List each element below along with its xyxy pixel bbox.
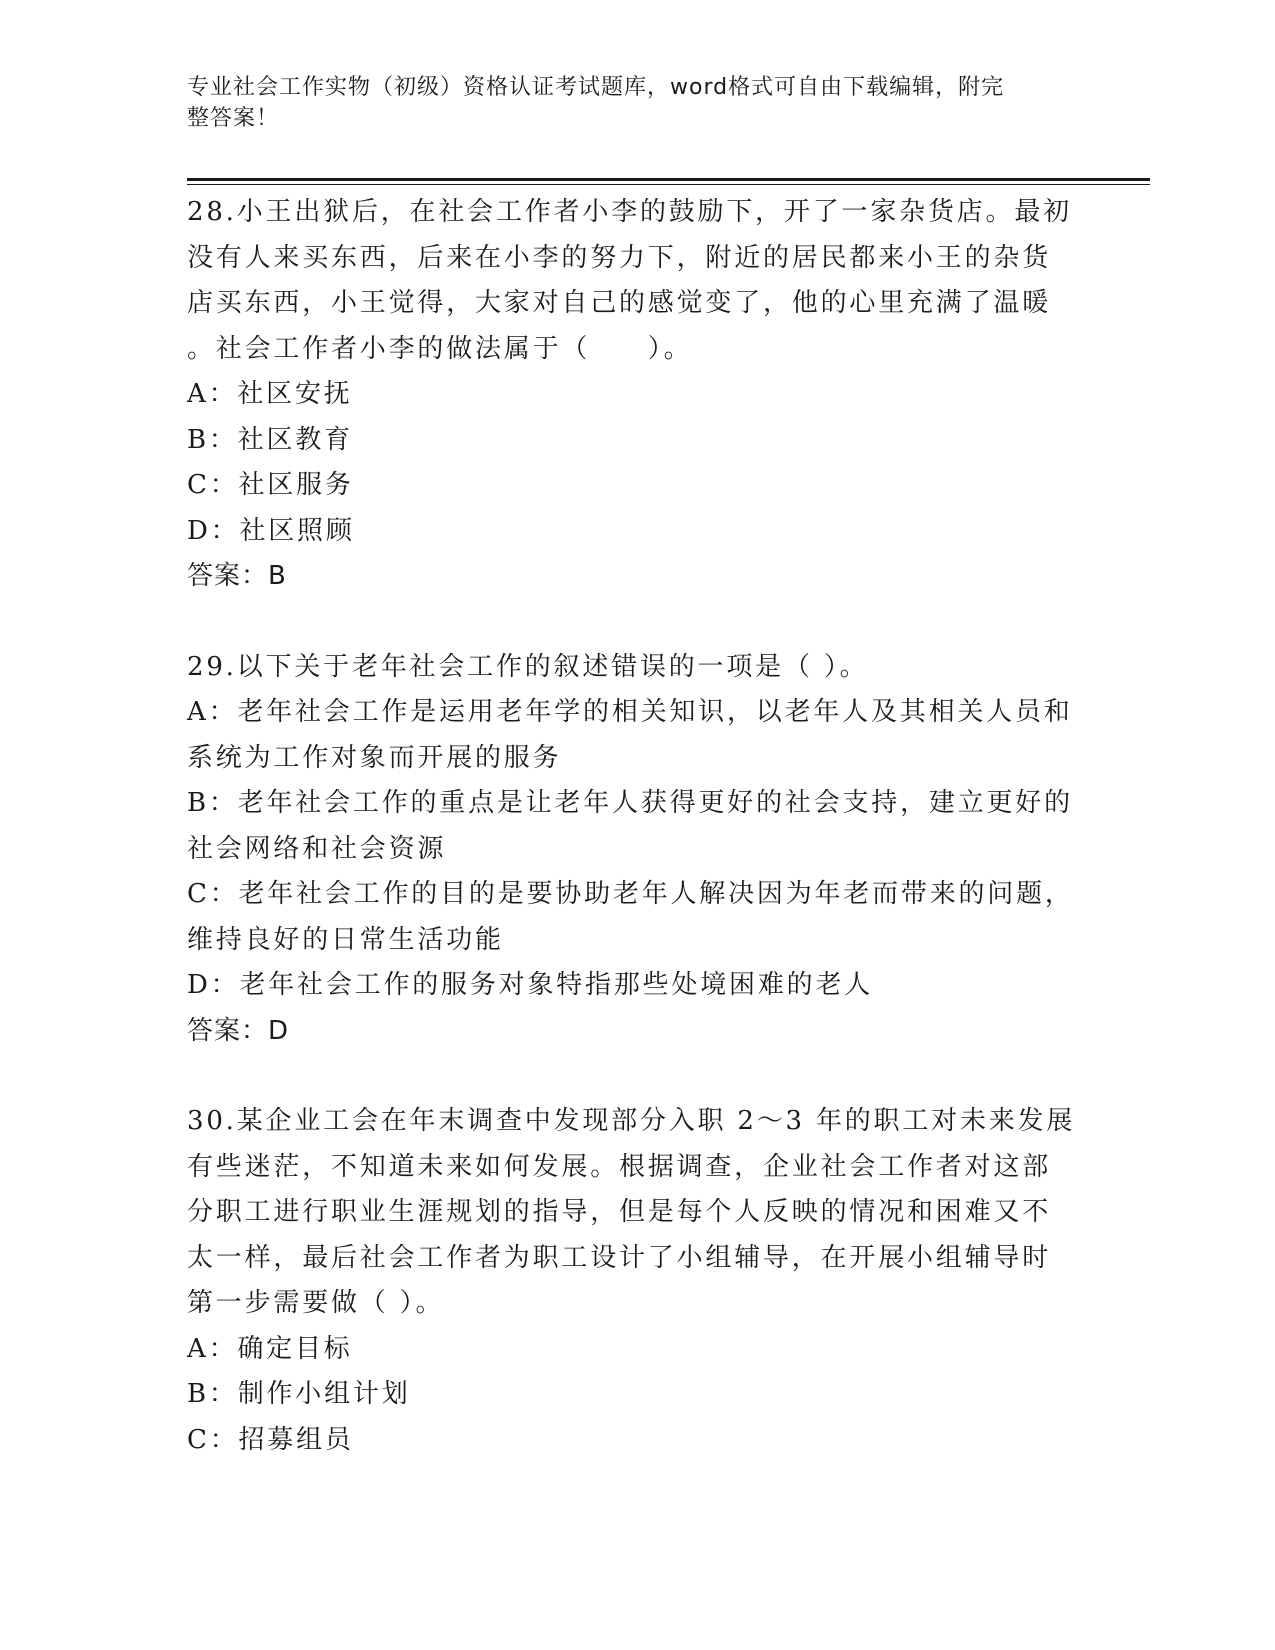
answer-line: 答案：D xyxy=(187,1015,290,1046)
header-line-2: 整答案！ xyxy=(187,106,280,131)
option-c-continued: 维持良好的日常生活功能 xyxy=(187,924,504,955)
question-stem-line: 有些迷茫，不知道未来如何发展。根据调查，企业社会工作者对这部 xyxy=(187,1151,1052,1182)
question-30 xyxy=(187,1099,1087,1463)
question-stem-line: 店买东西，小王觉得，大家对自己的感觉变了，他的心里充满了温暖 xyxy=(187,288,1052,318)
option-a: A：老年社会工作是运用老年学的相关知识，以老年人及其相关人员和 xyxy=(187,697,1073,727)
header-line-1: 专业社会工作实物（初级）资格认证考试题库，word格式可自由下载编辑，附完 xyxy=(187,75,1005,100)
option-a: A：社区安抚 xyxy=(187,379,353,409)
question-28 xyxy=(187,190,1087,600)
option-d: D：社区照顾 xyxy=(187,515,355,546)
header-rule-thick xyxy=(187,178,1150,181)
question-stem-line: 太一样，最后社会工作者为职工设计了小组辅导，在开展小组辅导时 xyxy=(187,1242,1052,1273)
option-c: C：社区服务 xyxy=(187,470,354,500)
option-a-continued: 系统为工作对象而开展的服务 xyxy=(187,742,562,773)
question-stem-line: 。社会工作者小李的做法属于（ ）。 xyxy=(187,333,693,364)
answer-line: 答案：B xyxy=(187,561,287,591)
question-list xyxy=(187,190,1087,1508)
option-a: A：确定目标 xyxy=(187,1333,353,1364)
option-b: B：制作小组计划 xyxy=(187,1379,411,1409)
header-rule-thin xyxy=(187,184,1150,185)
question-stem-line: 30.某企业工会在年末调查中发现部分入职 2～3 年的职工对未来发展 xyxy=(187,1106,1076,1136)
question-29 xyxy=(187,645,1087,1055)
question-stem-line: 分职工进行职业生涯规划的指导，但是每个人反映的情况和困难又不 xyxy=(187,1197,1052,1227)
option-b: B：老年社会工作的重点是让老年人获得更好的社会支持，建立更好的 xyxy=(187,788,1073,818)
option-c: C：招募组员 xyxy=(187,1424,354,1455)
option-b-continued: 社会网络和社会资源 xyxy=(187,833,447,864)
question-stem-line: 28.小王出狱后，在社会工作者小李的鼓励下，开了一家杂货店。最初 xyxy=(187,197,1072,227)
option-b: B：社区教育 xyxy=(187,424,353,455)
document-header xyxy=(187,72,1067,134)
question-stem-line: 29.以下关于老年社会工作的叙述错误的一项是（ ）。 xyxy=(187,651,869,682)
option-c: C：老年社会工作的目的是要协助老年人解决因为年老而带来的问题， xyxy=(187,879,1074,909)
question-stem-line: 没有人来买东西，后来在小李的努力下，附近的居民都来小王的杂货 xyxy=(187,242,1052,273)
option-d: D：老年社会工作的服务对象特指那些处境困难的老人 xyxy=(187,970,874,1000)
question-stem-line: 第一步需要做（ ）。 xyxy=(187,1288,445,1318)
